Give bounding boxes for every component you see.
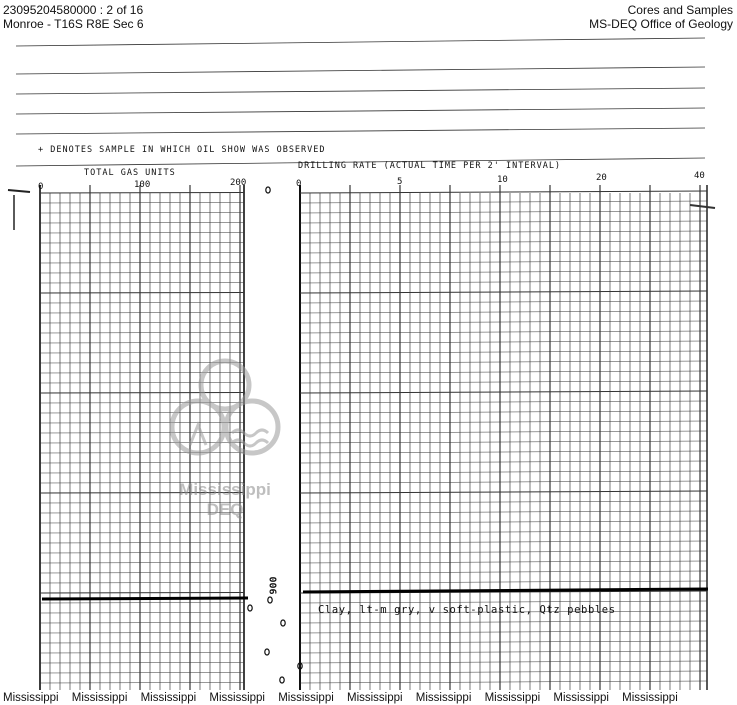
- rate-horizontal-line: [300, 421, 707, 423]
- rate-horizontal-line: [300, 651, 707, 653]
- gas-horizontal-line: [40, 523, 244, 524]
- gas-horizontal-line: [40, 353, 244, 354]
- location: Monroe - T16S R8E Sec 6: [3, 17, 144, 31]
- rate-horizontal-line: [300, 661, 707, 663]
- header-rule: [16, 67, 705, 74]
- gas-horizontal-line: [40, 213, 244, 214]
- gas-tick-0: 0: [38, 182, 44, 192]
- rate-tick-0: 0: [296, 179, 302, 189]
- gas-horizontal-line: [40, 243, 244, 244]
- rate-horizontal-line: [300, 401, 707, 403]
- rate-horizontal-line: [300, 601, 707, 603]
- footer-word: Mississippi: [415, 692, 472, 704]
- total-gas-label: TOTAL GAS UNITS: [84, 168, 176, 178]
- gas-horizontal-line: [40, 653, 244, 654]
- rate-horizontal-line: [300, 211, 707, 213]
- gas-horizontal-line: [40, 573, 244, 574]
- rate-tick-40: 40: [694, 171, 705, 181]
- sample-marker: [248, 605, 252, 611]
- gas-horizontal-line: [40, 253, 244, 254]
- rate-horizontal-line: [300, 381, 707, 383]
- rate-tick-20: 20: [596, 173, 607, 183]
- gas-tick-100: 100: [134, 180, 151, 190]
- deq-watermark: [160, 355, 290, 520]
- rate-horizontal-line: [300, 241, 707, 243]
- gas-horizontal-line: [40, 583, 244, 584]
- footer-word: Mississippi: [3, 692, 59, 704]
- gas-horizontal-line: [40, 313, 244, 314]
- rate-horizontal-line: [300, 231, 707, 233]
- gas-horizontal-line: [40, 303, 244, 304]
- rate-horizontal-line: [300, 561, 707, 563]
- footer-word: Mississippi: [484, 692, 541, 704]
- rate-horizontal-line: [300, 571, 707, 573]
- agency-name: MS-DEQ Office of Geology: [589, 17, 733, 31]
- rate-horizontal-line: [300, 681, 707, 683]
- rate-horizontal-line: [300, 221, 707, 223]
- footer-word: Mississippi: [622, 692, 678, 704]
- footer-strip: [3, 692, 688, 704]
- oil-show-note: + DENOTES SAMPLE IN WHICH OIL SHOW WAS OBSERVED: [38, 145, 326, 155]
- header-rule: [16, 108, 705, 114]
- gas-horizontal-line: [40, 663, 244, 664]
- rate-horizontal-line: [300, 361, 707, 363]
- rate-tick-10: 10: [497, 175, 508, 185]
- gas-horizontal-line: [40, 593, 244, 594]
- rate-horizontal-line: [300, 351, 707, 353]
- gas-horizontal-line: [40, 233, 244, 234]
- gas-horizontal-line: [40, 633, 244, 634]
- gas-horizontal-line: [40, 193, 244, 194]
- rate-horizontal-line: [300, 371, 707, 373]
- rate-horizontal-line: [300, 281, 707, 283]
- gas-horizontal-line: [40, 643, 244, 644]
- gas-horizontal-line: [40, 623, 244, 624]
- deq-logo-icon: [160, 355, 290, 475]
- gas-horizontal-line: [40, 293, 244, 294]
- watermark-line-2: DEQ: [206, 500, 244, 519]
- sample-marker: [281, 620, 285, 626]
- rate-horizontal-line: [300, 341, 707, 343]
- rate-horizontal-line: [300, 461, 707, 463]
- footer-word: Mississippi: [346, 692, 403, 704]
- record-id: 23095204580000 : 2 of 16: [3, 3, 144, 17]
- rate-horizontal-line: [300, 631, 707, 633]
- rate-horizontal-line: [300, 441, 707, 443]
- rate-horizontal-line: [300, 261, 707, 263]
- rate-horizontal-line: [300, 451, 707, 453]
- scan-mark: [690, 205, 715, 208]
- rate-horizontal-line: [300, 481, 707, 483]
- header-rule: [16, 38, 705, 46]
- rate-horizontal-line: [300, 491, 707, 493]
- rate-horizontal-line: [300, 671, 707, 673]
- scan-mark: [8, 190, 30, 192]
- rate-horizontal-line: [300, 201, 707, 203]
- sample-marker: [268, 597, 272, 603]
- gas-horizontal-line: [40, 553, 244, 554]
- gas-horizontal-line: [40, 223, 244, 224]
- rate-horizontal-line: [300, 621, 707, 623]
- gas-horizontal-line: [40, 333, 244, 334]
- rate-tick-5: 5: [397, 177, 403, 187]
- gas-horizontal-line: [40, 533, 244, 534]
- footer-word: Mississippi: [278, 692, 334, 704]
- header-rule: [16, 88, 705, 94]
- gas-horizontal-line: [40, 283, 244, 284]
- collection-title: Cores and Samples: [627, 3, 733, 17]
- rate-horizontal-line: [300, 541, 707, 543]
- footer-word: Mississippi: [71, 692, 128, 704]
- rate-horizontal-line: [300, 471, 707, 473]
- sample-marker: [280, 677, 284, 683]
- rate-horizontal-line: [300, 531, 707, 533]
- depth-boundary-line: [42, 598, 248, 599]
- gas-horizontal-line: [40, 273, 244, 274]
- rate-horizontal-line: [300, 301, 707, 303]
- sample-marker: [266, 187, 270, 193]
- rate-horizontal-line: [300, 291, 707, 293]
- sample-marker: [265, 649, 269, 655]
- gas-horizontal-line: [40, 543, 244, 544]
- drilling-rate-label: DRILLING RATE (ACTUAL TIME PER 2' INTERVAL): [298, 161, 562, 171]
- gas-horizontal-line: [40, 203, 244, 204]
- rate-horizontal-line: [300, 191, 707, 193]
- rate-horizontal-line: [300, 251, 707, 253]
- depth-marker: 900: [268, 576, 280, 595]
- gas-horizontal-line: [40, 673, 244, 674]
- gas-horizontal-line: [40, 343, 244, 344]
- rate-horizontal-line: [300, 431, 707, 433]
- gas-horizontal-line: [40, 563, 244, 564]
- rate-horizontal-line: [300, 551, 707, 553]
- gas-tick-200: 200: [230, 178, 247, 188]
- footer-word: Mississippi: [209, 692, 265, 704]
- rate-horizontal-line: [300, 521, 707, 523]
- footer-word: Mississippi: [553, 692, 609, 704]
- rate-horizontal-line: [300, 511, 707, 513]
- rate-horizontal-line: [300, 581, 707, 583]
- gas-horizontal-line: [40, 683, 244, 684]
- rate-horizontal-line: [300, 501, 707, 503]
- gas-horizontal-line: [40, 323, 244, 324]
- lithology-description: Clay, lt-m gry, v soft-plastic, Qtz pebbles: [318, 604, 616, 616]
- watermark-line-1: Mississippi: [179, 480, 271, 499]
- rate-horizontal-line: [300, 331, 707, 333]
- gas-horizontal-line: [40, 603, 244, 604]
- rate-horizontal-line: [300, 641, 707, 643]
- rate-horizontal-line: [300, 411, 707, 413]
- rate-horizontal-line: [300, 311, 707, 313]
- rate-horizontal-line: [300, 271, 707, 273]
- footer-word: Mississippi: [140, 692, 197, 704]
- gas-horizontal-line: [40, 263, 244, 264]
- gas-horizontal-line: [40, 613, 244, 614]
- rate-horizontal-line: [300, 321, 707, 323]
- rate-horizontal-line: [300, 391, 707, 393]
- header-rule: [16, 128, 705, 134]
